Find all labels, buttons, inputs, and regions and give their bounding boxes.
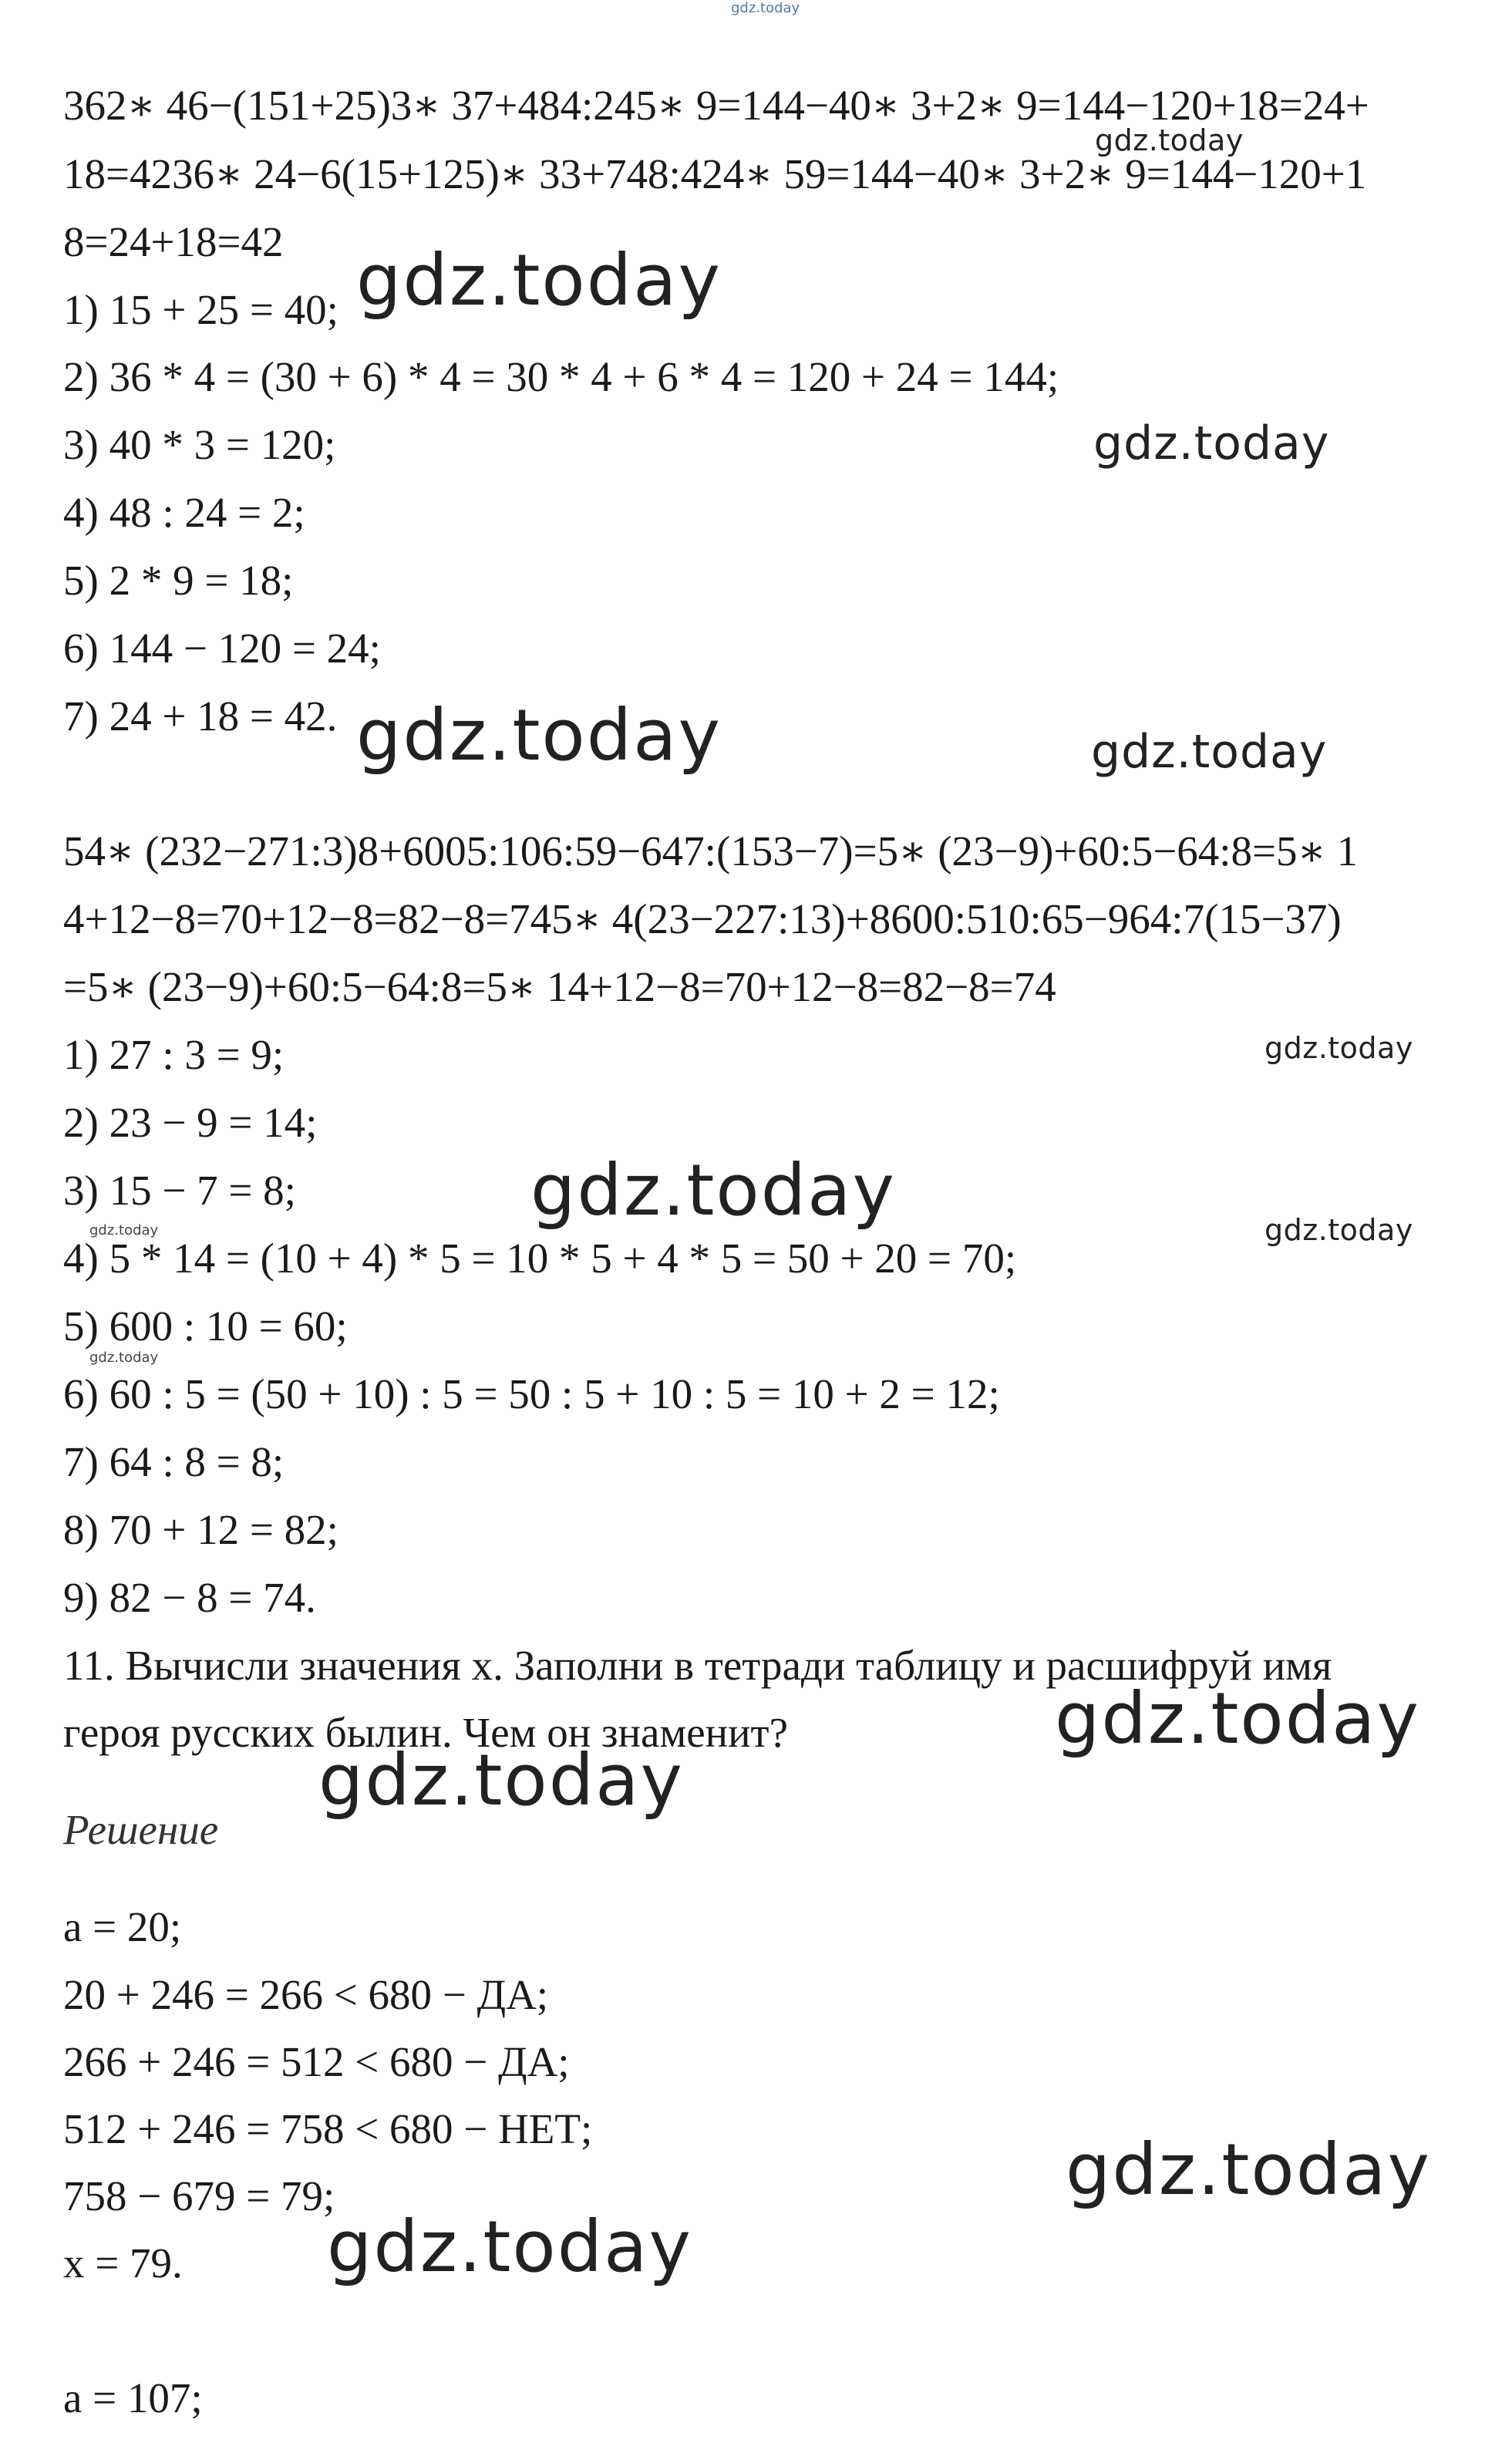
- watermark: gdz.today: [89, 1350, 159, 1366]
- expression-line-2: 18=4236∗ 24−6(15+125)∗ 33+748:424∗ 59=144−40∗ 3+2∗ 9=144−120+1: [63, 150, 1367, 197]
- step-line-14: 7) 64 : 8 = 8;: [63, 1438, 285, 1485]
- watermark-top: gdz.today: [731, 0, 800, 16]
- step-line-13: 6) 60 : 5 = (50 + 10) : 5 = 50 : 5 + 10 : 5 = 10 + 2 = 12;: [63, 1370, 1000, 1417]
- step-line-5: 5) 2 * 9 = 18;: [63, 557, 294, 604]
- step-line-4: 4) 48 : 24 = 2;: [63, 489, 305, 536]
- solution-line-5: 758 − 679 = 79;: [63, 2172, 335, 2219]
- watermark: gdz.today: [1093, 416, 1330, 470]
- step-line-7: 7) 24 + 18 = 42.: [63, 693, 338, 740]
- solution-label: Решение: [63, 1806, 219, 1853]
- watermark: gdz.today: [1055, 1677, 1420, 1760]
- step-line-8: 1) 27 : 3 = 9;: [63, 1031, 285, 1078]
- watermark: gdz.today: [89, 1222, 159, 1238]
- step-line-12: 5) 600 : 10 = 60;: [63, 1303, 348, 1350]
- step-line-6: 6) 144 − 120 = 24;: [63, 625, 381, 672]
- expression-line-1: 362∗ 46−(151+25)3∗ 37+484:245∗ 9=144−40∗ 3+2∗ 9=144−120+18=24+: [63, 82, 1369, 129]
- step-line-9: 2) 23 − 9 = 14;: [63, 1099, 318, 1146]
- step-line-10: 3) 15 − 7 = 8;: [63, 1167, 296, 1214]
- watermark: gdz.today: [530, 1149, 896, 1232]
- expression-line-5: 4+12−8=70+12−8=82−8=745∗ 4(23−227:13)+8600:510:65−964:7(15−37): [63, 895, 1342, 942]
- solution-line-7: а = 107;: [63, 2374, 203, 2421]
- step-line-1: 1) 15 + 25 = 40;: [63, 286, 338, 333]
- solution-line-4: 512 + 246 = 758 < 680 − НЕТ;: [63, 2105, 593, 2152]
- watermark: gdz.today: [1095, 123, 1244, 157]
- watermark: gdz.today: [1264, 1213, 1413, 1247]
- watermark: gdz.today: [318, 1739, 684, 1821]
- step-line-2: 2) 36 * 4 = (30 + 6) * 4 = 30 * 4 + 6 * 4 = 120 + 24 = 144;: [63, 353, 1059, 400]
- watermark: gdz.today: [356, 239, 722, 322]
- task-text-line-2: героя русских былин. Чем он знаменит?: [63, 1709, 788, 1756]
- solution-line-2: 20 + 246 = 266 < 680 − ДА;: [63, 1971, 549, 2018]
- watermark: gdz.today: [1091, 725, 1328, 779]
- solution-line-6: х = 79.: [63, 2239, 183, 2287]
- watermark: gdz.today: [356, 694, 722, 777]
- step-line-15: 8) 70 + 12 = 82;: [63, 1506, 338, 1553]
- solution-line-3: 266 + 246 = 512 < 680 − ДА;: [63, 2038, 570, 2085]
- watermark: gdz.today: [1066, 2128, 1431, 2211]
- task-text-line-1: 11. Вычисли значения х. Заполни в тетради таблицу и расшифруй имя: [63, 1642, 1332, 1689]
- watermark: gdz.today: [1264, 1031, 1413, 1065]
- expression-line-3: 8=24+18=42: [63, 218, 284, 265]
- step-line-3: 3) 40 * 3 = 120;: [63, 421, 336, 468]
- expression-line-6: =5∗ (23−9)+60:5−64:8=5∗ 14+12−8=70+12−8=82−8=74: [63, 963, 1056, 1010]
- step-line-11: 4) 5 * 14 = (10 + 4) * 5 = 10 * 5 + 4 * 5 = 50 + 20 = 70;: [63, 1235, 1017, 1282]
- solution-line-1: а = 20;: [63, 1903, 182, 1950]
- watermark: gdz.today: [327, 2206, 692, 2288]
- expression-line-4: 54∗ (232−271:3)8+6005:106:59−647:(153−7)=5∗ (23−9)+60:5−64:8=5∗ 1: [63, 827, 1359, 875]
- step-line-16: 9) 82 − 8 = 74.: [63, 1574, 316, 1621]
